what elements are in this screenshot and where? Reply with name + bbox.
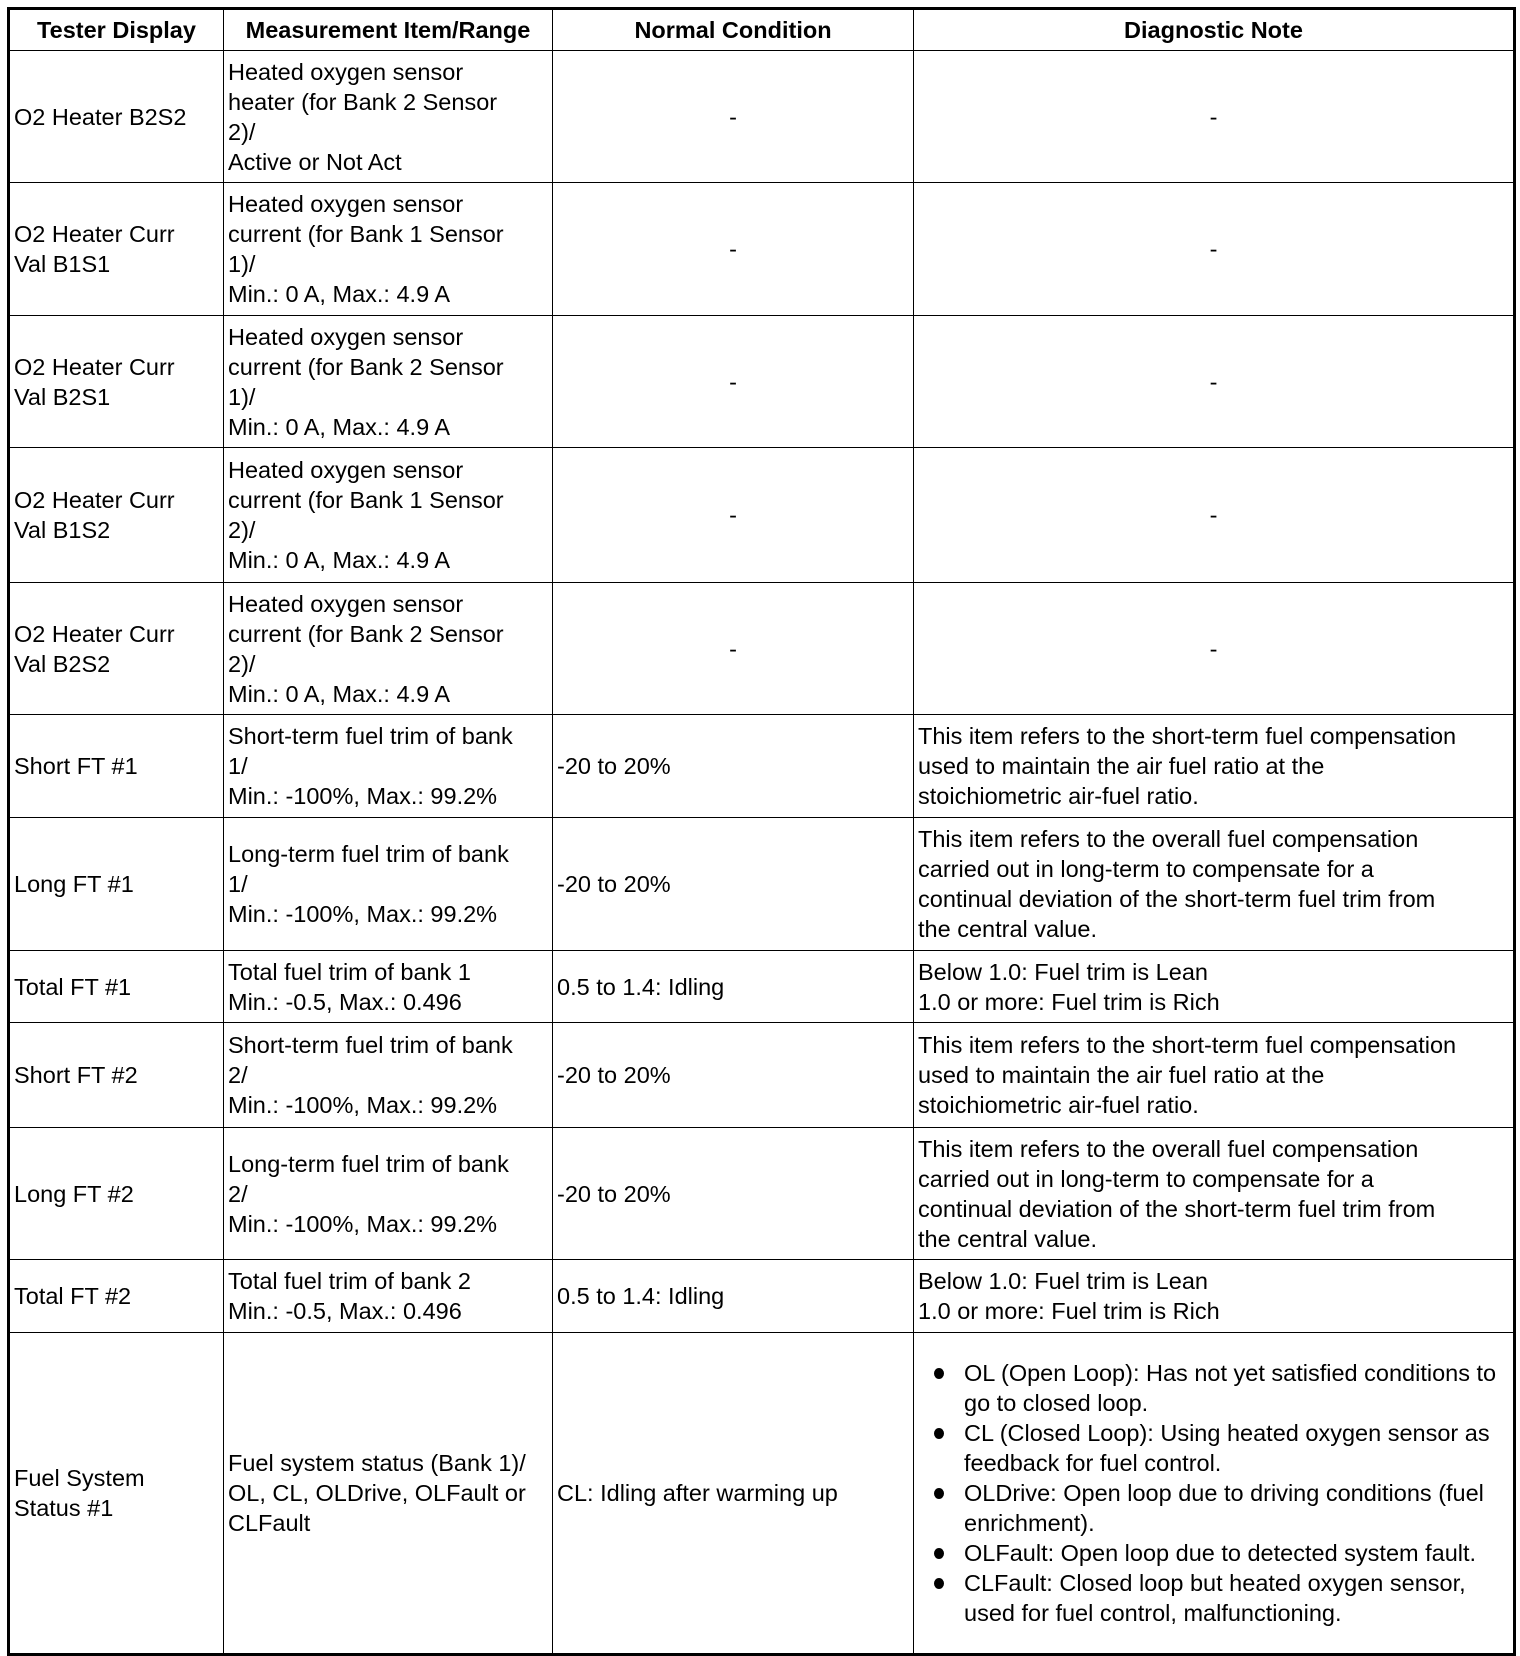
tester-display-cell: O2 Heater Curr Val B2S1: [9, 316, 224, 448]
normal-condition-cell: -: [553, 448, 914, 583]
table-row: [9, 183, 1515, 316]
measurement-item-cell: Fuel system status (Bank 1)/ OL, CL, OLDrive, OLFault or CLFault: [224, 1333, 553, 1655]
normal-condition-cell: -: [553, 583, 914, 715]
normal-condition-cell: -20 to 20%: [553, 818, 914, 951]
header-tester-display: Tester Display: [9, 9, 224, 51]
normal-condition-cell: -: [553, 51, 914, 183]
header-row: [9, 9, 1515, 51]
normal-condition-cell: -: [553, 316, 914, 448]
tester-display-cell: O2 Heater Curr Val B1S2: [9, 448, 224, 583]
tester-display-cell: O2 Heater B2S2: [9, 51, 224, 183]
measurement-item-cell: Long-term fuel trim of bank 2/ Min.: -100%, Max.: 99.2%: [224, 1128, 553, 1260]
data-monitor-table: [7, 7, 1516, 1656]
normal-condition-cell: -20 to 20%: [553, 715, 914, 818]
measurement-item-cell: Heated oxygen sensor current (for Bank 2 Sensor 1)/ Min.: 0 A, Max.: 4.9 A: [224, 316, 553, 448]
diagnostic-note-cell: Below 1.0: Fuel trim is Lean 1.0 or more: Fuel trim is Rich: [914, 951, 1515, 1023]
measurement-item-cell: Heated oxygen sensor current (for Bank 1 Sensor 1)/ Min.: 0 A, Max.: 4.9 A: [224, 183, 553, 316]
measurement-item-cell: Heated oxygen sensor current (for Bank 2 Sensor 2)/ Min.: 0 A, Max.: 4.9 A: [224, 583, 553, 715]
tester-display-cell: Short FT #2: [9, 1023, 224, 1128]
table-row: [9, 818, 1515, 951]
table-row: [9, 951, 1515, 1023]
diagnostic-note-cell: [914, 1333, 1515, 1655]
normal-condition-cell: 0.5 to 1.4: Idling: [553, 1260, 914, 1333]
measurement-item-cell: Short-term fuel trim of bank 2/ Min.: -100%, Max.: 99.2%: [224, 1023, 553, 1128]
status-list-item: OLFault: Open loop due to detected system fault.: [964, 1538, 1509, 1568]
status-list-item: OLDrive: Open loop due to driving conditions (fuel enrichment).: [964, 1478, 1509, 1538]
table-row: [9, 1023, 1515, 1128]
normal-condition-cell: -20 to 20%: [553, 1023, 914, 1128]
tester-display-cell: Long FT #1: [9, 818, 224, 951]
table-row: [9, 1128, 1515, 1260]
measurement-item-cell: Heated oxygen sensor current (for Bank 1 Sensor 2)/ Min.: 0 A, Max.: 4.9 A: [224, 448, 553, 583]
diagnostic-note-cell: This item refers to the overall fuel compensation carried out in long-term to compensate for a continual deviation of the short-term fuel trim from the central value.: [914, 818, 1515, 951]
tester-display-cell: Short FT #1: [9, 715, 224, 818]
table-row: [9, 448, 1515, 583]
table-row: [9, 583, 1515, 715]
tester-display-cell: Total FT #2: [9, 1260, 224, 1333]
header-measurement-item: Measurement Item/Range: [224, 9, 553, 51]
tester-display-cell: O2 Heater Curr Val B1S1: [9, 183, 224, 316]
diagnostic-note-cell: -: [914, 183, 1515, 316]
diagnostic-note-cell: -: [914, 51, 1515, 183]
measurement-item-cell: Short-term fuel trim of bank 1/ Min.: -100%, Max.: 99.2%: [224, 715, 553, 818]
measurement-item-cell: Total fuel trim of bank 1 Min.: -0.5, Max.: 0.496: [224, 951, 553, 1023]
diagnostic-note-cell: This item refers to the short-term fuel compensation used to maintain the air fuel ratio at the stoichiometric air-fuel ratio.: [914, 1023, 1515, 1128]
normal-condition-cell: CL: Idling after warming up: [553, 1333, 914, 1655]
header-normal-condition: Normal Condition: [553, 9, 914, 51]
table-row: [9, 1260, 1515, 1333]
diagnostic-note-cell: -: [914, 448, 1515, 583]
normal-condition-cell: -20 to 20%: [553, 1128, 914, 1260]
measurement-item-cell: Total fuel trim of bank 2 Min.: -0.5, Max.: 0.496: [224, 1260, 553, 1333]
status-list-item: CLFault: Closed loop but heated oxygen sensor, used for fuel control, malfunctioning.: [964, 1568, 1509, 1628]
status-list-item: OL (Open Loop): Has not yet satisfied conditions to go to closed loop.: [964, 1358, 1509, 1418]
normal-condition-cell: -: [553, 183, 914, 316]
tester-display-cell: Fuel System Status #1: [9, 1333, 224, 1655]
diagnostic-note-cell: This item refers to the overall fuel compensation carried out in long-term to compensate for a continual deviation of the short-term fuel trim from the central value.: [914, 1128, 1515, 1260]
table-row: [9, 316, 1515, 448]
tester-display-cell: Total FT #1: [9, 951, 224, 1023]
normal-condition-cell: 0.5 to 1.4: Idling: [553, 951, 914, 1023]
diagnostic-note-cell: Below 1.0: Fuel trim is Lean 1.0 or more: Fuel trim is Rich: [914, 1260, 1515, 1333]
table-row: [9, 51, 1515, 183]
table-row: [9, 715, 1515, 818]
header-diagnostic-note: Diagnostic Note: [914, 9, 1515, 51]
measurement-item-cell: Long-term fuel trim of bank 1/ Min.: -100%, Max.: 99.2%: [224, 818, 553, 951]
table-row: [9, 1333, 1515, 1655]
tester-display-cell: Long FT #2: [9, 1128, 224, 1260]
tester-display-cell: O2 Heater Curr Val B2S2: [9, 583, 224, 715]
diagnostic-note-cell: -: [914, 583, 1515, 715]
diagnostic-note-cell: This item refers to the short-term fuel compensation used to maintain the air fuel ratio at the stoichiometric air-fuel ratio.: [914, 715, 1515, 818]
status-list: [918, 1358, 1509, 1628]
status-list-item: CL (Closed Loop): Using heated oxygen sensor as feedback for fuel control.: [964, 1418, 1509, 1478]
diagnostic-note-cell: -: [914, 316, 1515, 448]
measurement-item-cell: Heated oxygen sensor heater (for Bank 2 Sensor 2)/ Active or Not Act: [224, 51, 553, 183]
